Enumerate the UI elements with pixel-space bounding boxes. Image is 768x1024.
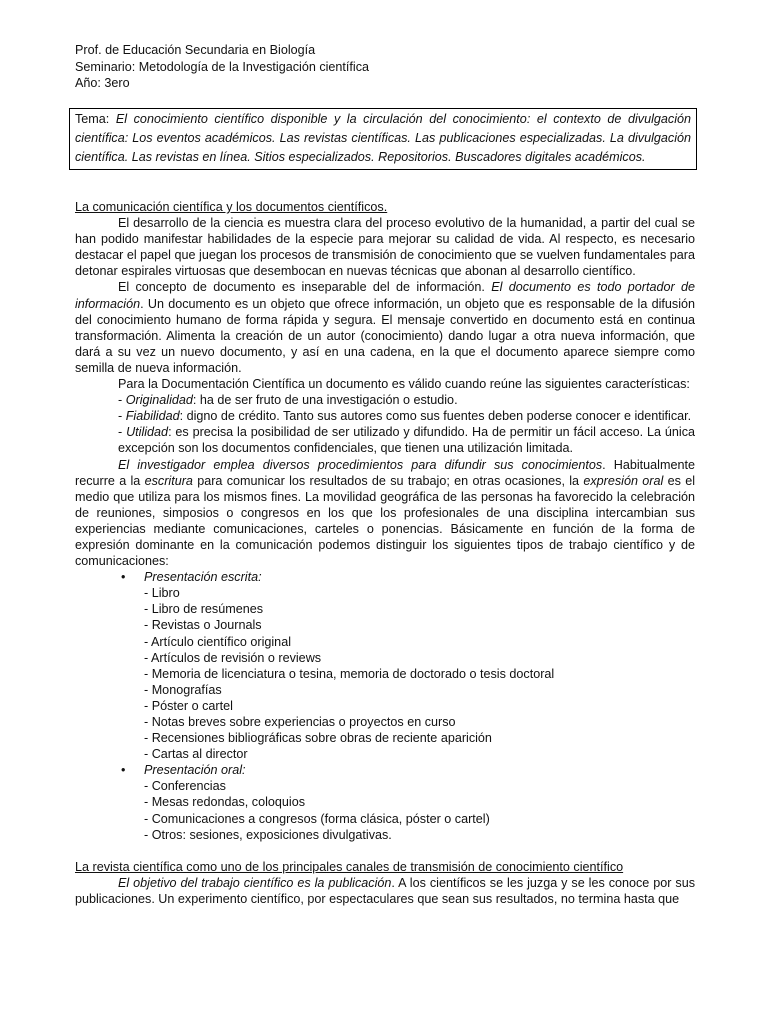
characteristic-fiabilidad: - Fiabilidad: digno de crédito. Tanto sus autores como sus fuentes deben poderse conocer e identificar. xyxy=(118,409,692,424)
list-item: - Monografías xyxy=(144,682,222,697)
characteristic-originalidad: - Originalidad: ha de ser fruto de una investigación o estudio. xyxy=(118,393,458,408)
tema-box xyxy=(69,108,697,170)
spacer xyxy=(75,843,695,859)
presentation-escrita-title: Presentación escrita: xyxy=(144,570,262,585)
characteristic-originalidad-label: Originalidad xyxy=(125,393,193,408)
paragraph-documento xyxy=(75,279,695,376)
paragraph-objetivo-italic: El objetivo del trabajo científico es la publicación xyxy=(118,875,392,890)
characteristic-utilidad: - Utilidad: es precisa la posibilidad de ser utilizado y difundido. Ha de permitir un fácil acceso. La única excepción son los documentos confidenciales, que tienen una utilización limitada. xyxy=(118,425,695,456)
list-item: - Libro de resúmenes xyxy=(144,602,264,617)
paragraph-documento-c: . Un documento es un objeto que ofrece información, un objeto que es responsable de la difusión del conocimiento humano de forma rápida y segura. El mensaje convertido en documento está en continua transformación. Alimenta la creación de un autor (conocimiento) dando lugar a otra nueva información, que dará a su vez un nuevo documento, y así en una cadena, en la que el documento aparece siempre como semilla de nueva información. xyxy=(75,296,695,375)
paragraph-investigador-italic: El investigador emplea diversos procedimientos para difundir sus conocimientos xyxy=(118,457,603,472)
characteristic-utilidad-label: Utilidad xyxy=(126,425,169,440)
characteristic-originalidad-text: : ha de ser fruto de una investigación o estudio. xyxy=(192,393,458,408)
list-item: - Conferencias xyxy=(144,779,226,794)
section-heading-comunicacion: La comunicación científica y los documentos científicos. xyxy=(75,200,388,214)
paragraph-investigador-b: para comunicar los resultados de su trabajo; en otras ocasiones, la xyxy=(192,473,584,488)
document-body xyxy=(75,199,695,907)
list-item: - Notas breves sobre experiencias o proyectos en curso xyxy=(144,715,456,729)
presentation-types-list xyxy=(75,569,695,843)
paragraph-documento-a: El concepto de documento es inseparable del de información. xyxy=(118,280,492,295)
paragraph-desarrollo: El desarrollo de la ciencia es muestra clara del proceso evolutivo de la humanidad, a partir del cual se han podido manifestar habilidades de la especie para mejorar su calidad de vida. Al respecto, es necesario destacar el papel que juegan los procesos de transmisión de conocimiento que se vuelven fundamentales para detonar espirales virtuosas que desembocan en nuevas técnicas que abonan al desarrollo científico. xyxy=(75,216,695,279)
document-header xyxy=(75,42,369,92)
paragraph-investigador xyxy=(75,457,695,570)
bullet-icon: • xyxy=(121,763,126,778)
list-item: - Revistas o Journals xyxy=(144,618,262,633)
presentation-oral xyxy=(75,762,695,842)
characteristic-fiabilidad-label: Fiabilidad xyxy=(125,409,180,424)
header-anio: Año: 3ero xyxy=(75,76,130,90)
paragraph-objetivo-rest: . A los científicos se les juzga y se les conoce por sus publicaciones. Un experimento científico, por espectaculares que sean sus resultados, no termina hasta que xyxy=(75,875,696,906)
term-escritura: escritura xyxy=(144,473,193,488)
paragraph-objetivo xyxy=(75,875,695,907)
paragraph-investigador-c: es el medio que utiliza para los mismos fines. La movilidad geográfica de las personas ha favorecido la celebración de reuniones, simposios o congresos en los que los profesionales de una disciplina intercambian sus experiencias mediante comunicaciones, carteles o ponencias. Básicamente en función de la forma de expresión dominante en la comunicación podemos distinguir los siguientes tipos de trabajo científico y de comunicaciones: xyxy=(75,473,696,569)
list-item: - Mesas redondas, coloquios xyxy=(144,795,306,810)
list-item: - Comunicaciones a congresos (forma clásica, póster o cartel) xyxy=(144,811,490,826)
list-item: - Recensiones bibliográficas sobre obras de reciente aparición xyxy=(144,731,492,746)
presentation-escrita xyxy=(75,569,695,762)
characteristic-utilidad-text: : es precisa la posibilidad de ser utilizado y difundido. Ha de permitir un fácil acceso. La única excepción son los documentos confidenciales, que tienen una utilización limitada. xyxy=(118,425,695,456)
paragraph-documentacion: Para la Documentación Científica un documento es válido cuando reúne las siguientes características: xyxy=(118,377,690,392)
list-item: - Cartas al director xyxy=(144,747,248,762)
list-item: - Libro xyxy=(144,586,180,601)
list-item: - Memoria de licenciatura o tesina, memoria de doctorado o tesis doctoral xyxy=(144,666,555,681)
tema-text: El conocimiento científico disponible y la circulación del conocimiento: el contexto de divulgación científica: Los eventos académicos. Las revistas científicas. Las publicaciones especializadas. La divulgación científica. Las revistas en línea. Sitios especializados. Repositorios. Buscadores digitales académicos. xyxy=(75,112,692,164)
list-item: - Artículos de revisión o reviews xyxy=(144,650,322,665)
presentation-oral-items xyxy=(144,778,695,842)
list-item: - Póster o cartel xyxy=(144,698,233,713)
presentation-escrita-items xyxy=(144,585,695,762)
header-seminario: Seminario: Metodología de la Investigación científica xyxy=(75,59,370,74)
paragraph-documento-italic: El documento es todo portador de información xyxy=(75,280,695,311)
term-expresion-oral: expresión oral xyxy=(583,473,664,488)
bullet-icon: • xyxy=(121,570,126,585)
list-item: - Artículo científico original xyxy=(144,634,291,649)
header-profesorado: Prof. de Educación Secundaria en Biología xyxy=(75,43,316,57)
characteristic-fiabilidad-text: : digno de crédito. Tanto sus autores como sus fuentes deben poderse conocer e identificar. xyxy=(179,409,692,424)
paragraph-investigador-a: . Habitualmente recurre a la xyxy=(75,457,695,488)
tema-label: Tema: xyxy=(75,112,110,126)
section-heading-revista: La revista científica como uno de los principales canales de transmisión de conocimiento científico xyxy=(75,859,624,874)
list-item: - Otros: sesiones, exposiciones divulgativas. xyxy=(144,827,392,842)
presentation-oral-title: Presentación oral: xyxy=(144,763,246,778)
